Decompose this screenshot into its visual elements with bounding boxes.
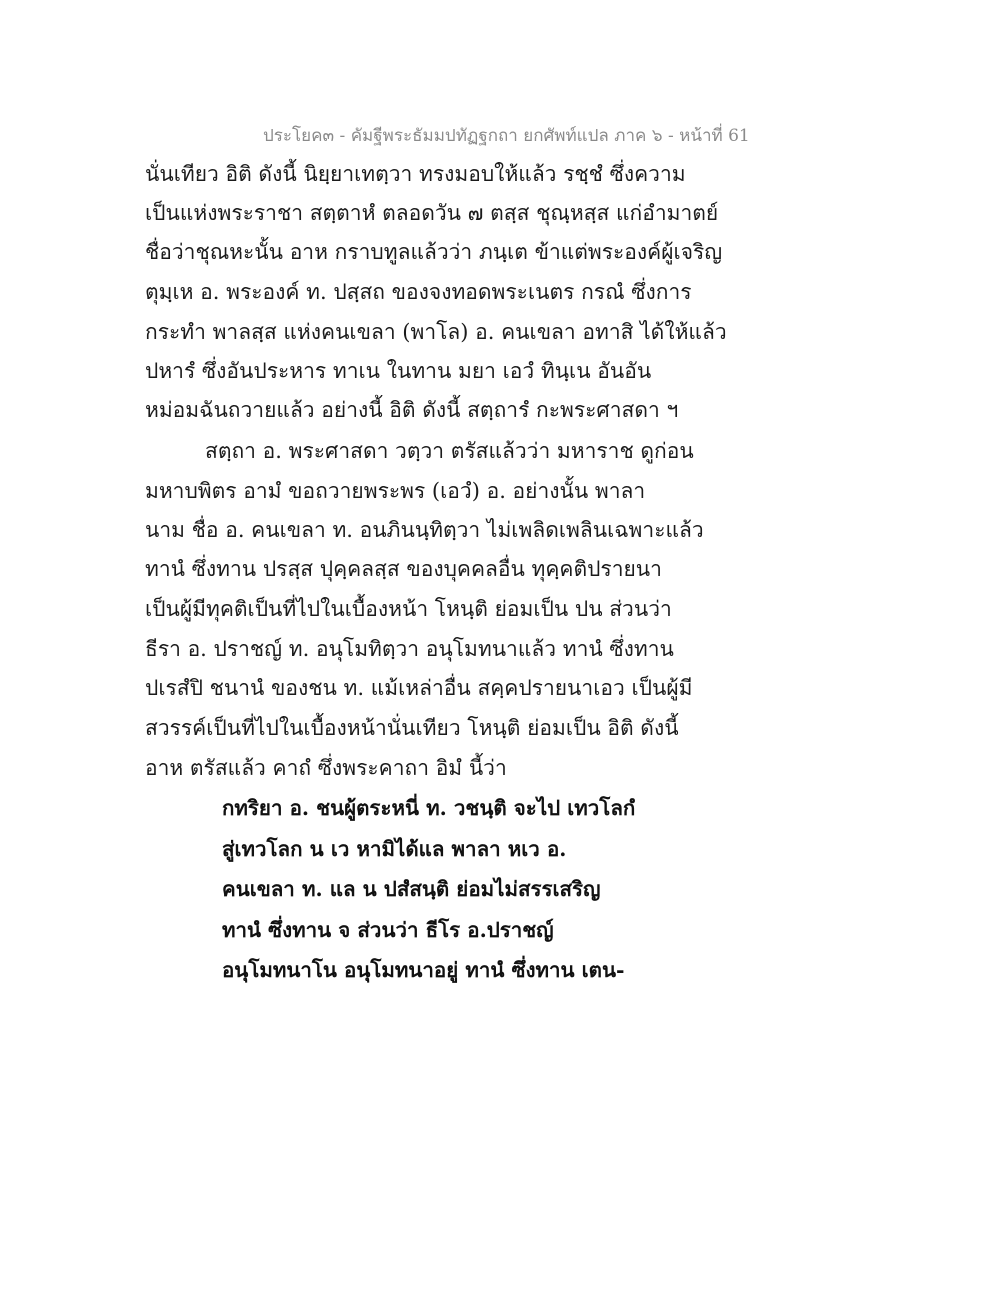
text-line: ธีรา อ. ปราชญ์ ท. อนุโมทิตฺวา อนุโมทนาแล้ว ทานํ ซึ่งทาน [145,637,674,661]
text-line: ปเรสํปิ ชนานํ ของชน ท. แม้เหล่าอื่น สคฺคปรายนาเอว เป็นผู้มี [145,676,693,700]
text-line: สวรรค์เป็นที่ไปในเบื้องหน้านั่นเทียว โหนฺติ ย่อมเป็น อิติ ดังนี้ [145,716,679,740]
verse-line: สู่เทวโลก น เว หามิได้แล พาลา หเว อ. [222,837,567,861]
text-line: กระทำ พาลสฺส แห่งคนเขลา (พาโล) อ. คนเขลา อทาสิ ได้ให้แล้ว [145,320,727,344]
text-line: ปหารํ ซึ่งอันประหาร ทาเน ในทาน มยา เอวํ ทินฺเน อันอัน [145,359,652,383]
text-line: มหาบพิตร อามํ ขอถวายพระพร (เอวํ) อ. อย่างนั้น พาลา [145,479,646,503]
text-line: นาม ชื่อ อ. คนเขลา ท. อนภินนฺทิตฺวา ไม่เพลิดเพลินเฉพาะแล้ว [145,518,704,542]
text-line: ตุมฺเห อ. พระองค์ ท. ปสฺสถ ของจงทอดพระเนตร กรณํ ซึ่งการ [145,280,692,304]
text-line: เป็นแห่งพระราชา สตฺตาหํ ตลอดวัน ๗ ตสฺส ชุณฺหสฺส แก่อำมาตย์ [145,201,719,225]
verse-line: อนุโมทนาโน อนุโมทนาอยู่ ทานํ ซึ่งทาน เตน- [222,958,625,982]
verse-line: กทริยา อ. ชนผู้ตระหนี่ ท. วชนฺติ จะไป เทวโลกํ [222,796,636,820]
verse-line: ทานํ ซึ่งทาน จ ส่วนว่า ธีโร อ.ปราชญ์ [222,918,554,942]
text-line: นั่นเทียว อิติ ดังนี้ นิยฺยาเทตฺวา ทรงมอบให้แล้ว รชฺชํ ซึ่งความ [145,162,686,186]
paragraph-first-line: สตฺถา อ. พระศาสดา วตฺวา ตรัสแล้วว่า มหาราช ดูก่อน [205,439,694,463]
verse-line: คนเขลา ท. แล น ปสํสนฺติ ย่อมไม่สรรเสริญ [222,877,601,901]
text-line: หม่อมฉันถวายแล้ว อย่างนี้ อิติ ดังนี้ สตฺถารํ กะพระศาสดา ฯ [145,398,679,422]
page-header: ประโยค๓ - คัมฐีพระธัมมปทัฏฐกถา ยกศัพท์แปล ภาค ๖ - หน้าที่ 61 [263,126,750,146]
text-line: ชื่อว่าชุณหะนั้น อาห กราบทูลแล้วว่า ภนฺเต ข้าแต่พระองค์ผู้เจริญ [145,240,723,264]
text-line: ทานํ ซึ่งทาน ปรสฺส ปุคฺคลสฺส ของบุคคลอื่น ทุคฺคติปรายนา [145,557,662,581]
text-line: เป็นผู้มีทุคติเป็นที่ไปในเบื้องหน้า โหนฺติ ย่อมเป็น ปน ส่วนว่า [145,597,672,621]
text-line: อาห ตรัสแล้ว คาถํ ซึ่งพระคาถา อิมํ นี้ว่า [145,756,507,780]
